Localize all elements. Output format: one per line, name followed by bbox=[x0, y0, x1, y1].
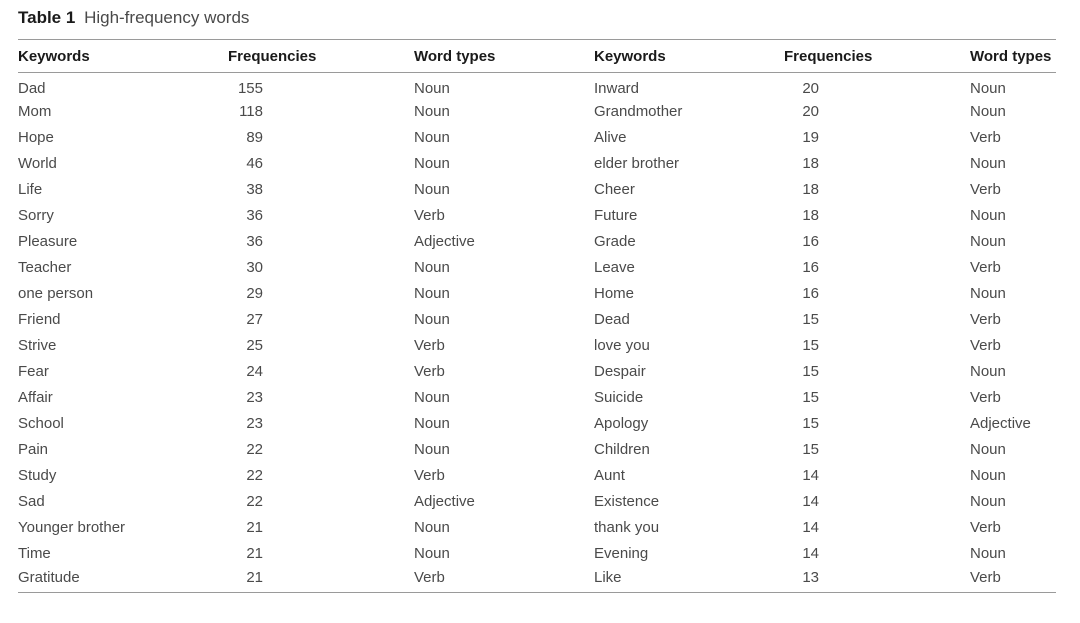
frequency-cell bbox=[228, 203, 414, 229]
frequency-cell bbox=[228, 411, 414, 437]
frequency-value: 13 bbox=[802, 568, 819, 586]
word-type-cell: Noun bbox=[414, 441, 450, 458]
frequency-value: 46 bbox=[246, 155, 263, 172]
table-caption-title: High-frequency words bbox=[84, 8, 250, 27]
frequency-cell bbox=[228, 489, 414, 515]
table-row bbox=[18, 255, 1056, 281]
table-header bbox=[18, 40, 1056, 73]
frequency-cell-2 bbox=[784, 411, 970, 437]
word-type-cell-2: Verb bbox=[970, 337, 1001, 354]
frequency-value: 23 bbox=[246, 415, 263, 432]
frequency-cell bbox=[228, 125, 414, 151]
frequency-cell-2 bbox=[784, 307, 970, 333]
word-type-cell: Adjective bbox=[414, 493, 475, 510]
keyword-cell: Gratitude bbox=[18, 568, 80, 586]
frequency-value: 23 bbox=[246, 389, 263, 406]
table-body bbox=[18, 73, 1056, 593]
word-type-cell: Noun bbox=[414, 155, 450, 172]
frequency-value: 30 bbox=[246, 259, 263, 276]
frequency-cell bbox=[228, 73, 414, 99]
frequency-value: 15 bbox=[802, 389, 819, 406]
frequency-value: 16 bbox=[802, 233, 819, 250]
word-type-cell: Verb bbox=[414, 467, 445, 484]
column-header-keywords-2: Keywords bbox=[594, 47, 666, 65]
frequency-value: 89 bbox=[246, 129, 263, 146]
word-type-cell-2: Noun bbox=[970, 493, 1006, 510]
word-type-cell: Noun bbox=[414, 311, 450, 328]
keyword-cell-2: Dead bbox=[594, 311, 630, 328]
word-type-cell: Verb bbox=[414, 568, 445, 586]
frequency-value: 15 bbox=[802, 441, 819, 458]
column-header-word-types-2: Word types bbox=[970, 47, 1052, 65]
keyword-cell-2: Grade bbox=[594, 233, 636, 250]
frequency-cell bbox=[228, 541, 414, 567]
keyword-cell-2: Evening bbox=[594, 545, 649, 562]
keyword-cell-2: Grandmother bbox=[594, 103, 683, 120]
column-header-frequencies: Frequencies bbox=[228, 47, 317, 65]
word-type-cell: Noun bbox=[414, 545, 450, 562]
table-row bbox=[18, 125, 1056, 151]
frequency-value: 16 bbox=[802, 285, 819, 302]
frequency-value: 15 bbox=[802, 363, 819, 380]
frequency-cell-2 bbox=[784, 229, 970, 255]
word-type-cell-2: Noun bbox=[970, 545, 1006, 562]
frequency-cell bbox=[228, 463, 414, 489]
frequency-value: 24 bbox=[246, 363, 263, 380]
frequency-value: 25 bbox=[246, 337, 263, 354]
keyword-cell-2: Despair bbox=[594, 363, 646, 380]
table-row bbox=[18, 437, 1056, 463]
frequency-cell-2 bbox=[784, 437, 970, 463]
keyword-cell-2: Suicide bbox=[594, 389, 644, 406]
table-row bbox=[18, 541, 1056, 567]
frequency-value: 29 bbox=[246, 285, 263, 302]
word-type-cell-2: Noun bbox=[970, 233, 1006, 250]
frequency-cell-2 bbox=[784, 99, 970, 125]
word-type-cell: Adjective bbox=[414, 233, 475, 250]
table-row bbox=[18, 229, 1056, 255]
keyword-cell-2: Children bbox=[594, 441, 650, 458]
frequency-cell bbox=[228, 385, 414, 411]
table-row bbox=[18, 515, 1056, 541]
frequency-cell bbox=[228, 255, 414, 281]
frequency-value: 155 bbox=[237, 80, 263, 98]
frequency-value: 14 bbox=[802, 467, 819, 484]
keyword-cell-2: Apology bbox=[594, 415, 649, 432]
frequency-value: 14 bbox=[802, 519, 819, 536]
frequency-cell-2 bbox=[784, 541, 970, 567]
keyword-cell-2: Existence bbox=[594, 493, 660, 510]
frequency-cell bbox=[228, 437, 414, 463]
frequency-cell-2 bbox=[784, 463, 970, 489]
keyword-cell: Sorry bbox=[18, 207, 54, 224]
frequency-cell bbox=[228, 515, 414, 541]
column-header-word-types: Word types bbox=[414, 47, 496, 65]
high-frequency-words-table bbox=[18, 39, 1056, 593]
table-container bbox=[18, 39, 1056, 593]
word-type-cell: Verb bbox=[414, 207, 445, 224]
frequency-value: 18 bbox=[802, 155, 819, 172]
frequency-value: 20 bbox=[802, 80, 819, 98]
frequency-value: 15 bbox=[802, 337, 819, 354]
frequency-value: 27 bbox=[246, 311, 263, 328]
frequency-value: 38 bbox=[246, 181, 263, 198]
table-row bbox=[18, 73, 1056, 99]
word-type-cell: Noun bbox=[414, 181, 450, 198]
frequency-cell-2 bbox=[784, 125, 970, 151]
frequency-value: 20 bbox=[802, 103, 819, 120]
word-type-cell-2: Verb bbox=[970, 181, 1001, 198]
word-type-cell: Noun bbox=[414, 259, 450, 276]
keyword-cell: one person bbox=[18, 285, 94, 302]
frequency-cell-2 bbox=[784, 359, 970, 385]
keyword-cell-2: Home bbox=[594, 285, 635, 302]
frequency-value: 18 bbox=[802, 207, 819, 224]
table-row bbox=[18, 411, 1056, 437]
keyword-cell: Sad bbox=[18, 493, 45, 510]
frequency-value: 14 bbox=[802, 545, 819, 562]
frequency-value: 19 bbox=[802, 129, 819, 146]
keyword-cell: Strive bbox=[18, 337, 57, 354]
keyword-cell: Pleasure bbox=[18, 233, 78, 250]
keyword-cell: Mom bbox=[18, 103, 52, 120]
word-type-cell-2: Noun bbox=[970, 207, 1006, 224]
keyword-cell-2: Inward bbox=[594, 80, 640, 98]
table-row bbox=[18, 489, 1056, 515]
keyword-cell: Younger brother bbox=[18, 519, 126, 536]
frequency-cell-2 bbox=[784, 385, 970, 411]
frequency-cell bbox=[228, 359, 414, 385]
table-row bbox=[18, 385, 1056, 411]
table-row bbox=[18, 307, 1056, 333]
keyword-cell: School bbox=[18, 415, 64, 432]
table-row bbox=[18, 333, 1056, 359]
keyword-cell: Time bbox=[18, 545, 51, 562]
word-type-cell: Verb bbox=[414, 337, 445, 354]
frequency-cell-2 bbox=[784, 151, 970, 177]
table-caption-label: Table 1 bbox=[18, 8, 76, 27]
keyword-cell: Pain bbox=[18, 441, 49, 458]
frequency-value: 15 bbox=[802, 311, 819, 328]
frequency-value: 16 bbox=[802, 259, 819, 276]
keyword-cell: World bbox=[18, 155, 57, 172]
word-type-cell-2: Verb bbox=[970, 568, 1001, 586]
word-type-cell-2: Verb bbox=[970, 311, 1001, 328]
frequency-cell-2 bbox=[784, 281, 970, 307]
frequency-cell-2 bbox=[784, 567, 970, 593]
word-type-cell: Noun bbox=[414, 103, 450, 120]
frequency-value: 36 bbox=[246, 207, 263, 224]
frequency-cell bbox=[228, 99, 414, 125]
frequency-cell bbox=[228, 281, 414, 307]
frequency-value: 21 bbox=[246, 568, 263, 586]
word-type-cell-2: Adjective bbox=[970, 415, 1031, 432]
keyword-cell: Study bbox=[18, 467, 57, 484]
frequency-cell-2 bbox=[784, 177, 970, 203]
frequency-value: 22 bbox=[246, 493, 263, 510]
frequency-cell bbox=[228, 177, 414, 203]
word-type-cell-2: Noun bbox=[970, 441, 1006, 458]
word-type-cell: Noun bbox=[414, 129, 450, 146]
word-type-cell: Noun bbox=[414, 415, 450, 432]
frequency-value: 118 bbox=[239, 103, 263, 120]
table-row bbox=[18, 359, 1056, 385]
word-type-cell: Noun bbox=[414, 80, 450, 98]
keyword-cell: Affair bbox=[18, 389, 53, 406]
frequency-cell bbox=[228, 151, 414, 177]
frequency-value: 18 bbox=[802, 181, 819, 198]
keyword-cell-2: Like bbox=[594, 568, 622, 586]
word-type-cell-2: Noun bbox=[970, 80, 1006, 98]
frequency-value: 21 bbox=[246, 519, 263, 536]
frequency-value: 21 bbox=[246, 545, 263, 562]
table-row bbox=[18, 177, 1056, 203]
keyword-cell-2: Aunt bbox=[594, 467, 625, 484]
keyword-cell-2: Leave bbox=[594, 259, 635, 276]
keyword-cell: Life bbox=[18, 181, 43, 198]
table-caption bbox=[18, 8, 249, 28]
keyword-cell: Teacher bbox=[18, 259, 72, 276]
table-row bbox=[18, 151, 1056, 177]
word-type-cell: Noun bbox=[414, 519, 450, 536]
word-type-cell-2: Verb bbox=[970, 389, 1001, 406]
frequency-value: 22 bbox=[246, 467, 263, 484]
word-type-cell: Noun bbox=[414, 389, 450, 406]
frequency-cell bbox=[228, 307, 414, 333]
column-header-frequencies-2: Frequencies bbox=[784, 47, 873, 65]
word-type-cell-2: Verb bbox=[970, 519, 1001, 536]
word-type-cell-2: Verb bbox=[970, 259, 1001, 276]
column-header-keywords: Keywords bbox=[18, 47, 90, 65]
frequency-cell-2 bbox=[784, 333, 970, 359]
keyword-cell: Dad bbox=[18, 80, 46, 98]
frequency-cell bbox=[228, 567, 414, 593]
keyword-cell-2: elder brother bbox=[594, 155, 680, 172]
table-row bbox=[18, 463, 1056, 489]
keyword-cell: Friend bbox=[18, 311, 61, 328]
frequency-cell bbox=[228, 229, 414, 255]
word-type-cell-2: Noun bbox=[970, 103, 1006, 120]
keyword-cell-2: Future bbox=[594, 207, 638, 224]
frequency-value: 36 bbox=[246, 233, 263, 250]
keyword-cell: Fear bbox=[18, 363, 49, 380]
frequency-cell-2 bbox=[784, 255, 970, 281]
table-row bbox=[18, 99, 1056, 125]
frequency-value: 15 bbox=[802, 415, 819, 432]
frequency-cell-2 bbox=[784, 203, 970, 229]
table-row bbox=[18, 281, 1056, 307]
word-type-cell-2: Noun bbox=[970, 467, 1006, 484]
frequency-cell-2 bbox=[784, 489, 970, 515]
table-header-row bbox=[18, 40, 1056, 73]
keyword-cell-2: love you bbox=[594, 337, 650, 354]
keyword-cell-2: thank you bbox=[594, 519, 660, 536]
word-type-cell-2: Verb bbox=[970, 129, 1001, 146]
keyword-cell-2: Cheer bbox=[594, 181, 635, 198]
table-row bbox=[18, 567, 1056, 593]
frequency-cell bbox=[228, 333, 414, 359]
frequency-value: 22 bbox=[246, 441, 263, 458]
word-type-cell: Noun bbox=[414, 285, 450, 302]
word-type-cell-2: Noun bbox=[970, 155, 1006, 172]
word-type-cell-2: Noun bbox=[970, 363, 1006, 380]
table-row bbox=[18, 203, 1056, 229]
word-type-cell-2: Noun bbox=[970, 285, 1006, 302]
frequency-value: 14 bbox=[802, 493, 819, 510]
keyword-cell: Hope bbox=[18, 129, 54, 146]
frequency-cell-2 bbox=[784, 73, 970, 99]
frequency-cell-2 bbox=[784, 515, 970, 541]
keyword-cell-2: Alive bbox=[594, 129, 627, 146]
word-type-cell: Verb bbox=[414, 363, 445, 380]
